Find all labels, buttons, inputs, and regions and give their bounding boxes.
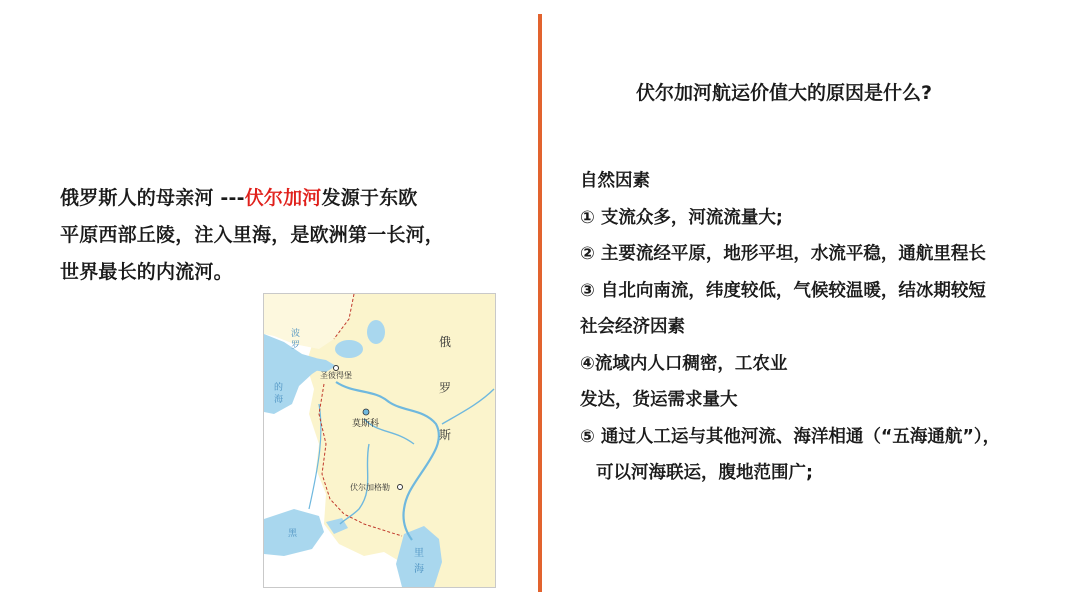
label-baltic-2: 罗: [291, 341, 301, 351]
city-volgograd-dot: [398, 485, 403, 490]
label-black-sea: 黑: [288, 529, 298, 539]
label-country-1: 俄: [439, 335, 452, 349]
question-heading: 伏尔加河航运价值大的原因是什么?: [636, 82, 933, 104]
city-stpetersburg-dot: [334, 366, 339, 371]
intro-line-3: 世界最长的内流河。: [60, 261, 233, 283]
label-baltic-3: 的: [274, 383, 284, 393]
label-baltic-4: 海: [274, 395, 284, 405]
natural-item-1: ① 支流众多，河流流量大;: [580, 207, 783, 228]
social-item-2: 发达，货运需求量大: [580, 390, 738, 410]
social-item-1: ④流域内人口稠密，工农业: [580, 353, 788, 374]
intro-line-2: 平原西部丘陵，注入里海，是欧洲第一长河，: [60, 224, 445, 246]
volga-river-highlight: 伏尔加河: [244, 187, 322, 209]
label-caspian-1: 里: [414, 548, 424, 559]
vertical-divider: [538, 14, 542, 592]
volga-map: [263, 293, 496, 588]
social-item-4: 可以河海联运，腹地范围广;: [596, 463, 813, 483]
label-baltic-1: 波: [291, 329, 301, 339]
label-volgograd: 伏尔加格勒: [350, 483, 390, 492]
label-moscow: 莫斯科: [352, 419, 380, 429]
natural-item-3: ③ 自北向南流，纬度较低，气候较温暖，结冰期较短: [580, 280, 986, 301]
city-moscow-dot: [363, 409, 369, 415]
label-stpetersburg: 圣彼得堡: [320, 371, 352, 380]
natural-heading: 自然因素: [580, 171, 650, 191]
social-heading: 社会经济因素: [580, 317, 685, 337]
label-country-3: 斯: [439, 428, 452, 442]
answer-block: [580, 163, 1070, 492]
lake-ladoga: [335, 340, 363, 358]
natural-item-2: ② 主要流经平原，地形平坦，水流平稳，通航里程长: [580, 244, 986, 264]
intro-line-1: 俄罗斯人的母亲河 ---伏尔加河发源于东欧: [60, 187, 418, 209]
social-item-3: ⑤ 通过人工运与其他河流、海洋相通（“五海通航”），: [580, 426, 1001, 447]
intro-paragraph: [60, 180, 520, 291]
lake-onega: [367, 320, 385, 344]
map-svg: [264, 294, 495, 587]
label-country-2: 罗: [439, 381, 452, 395]
label-caspian-2: 海: [414, 564, 424, 575]
